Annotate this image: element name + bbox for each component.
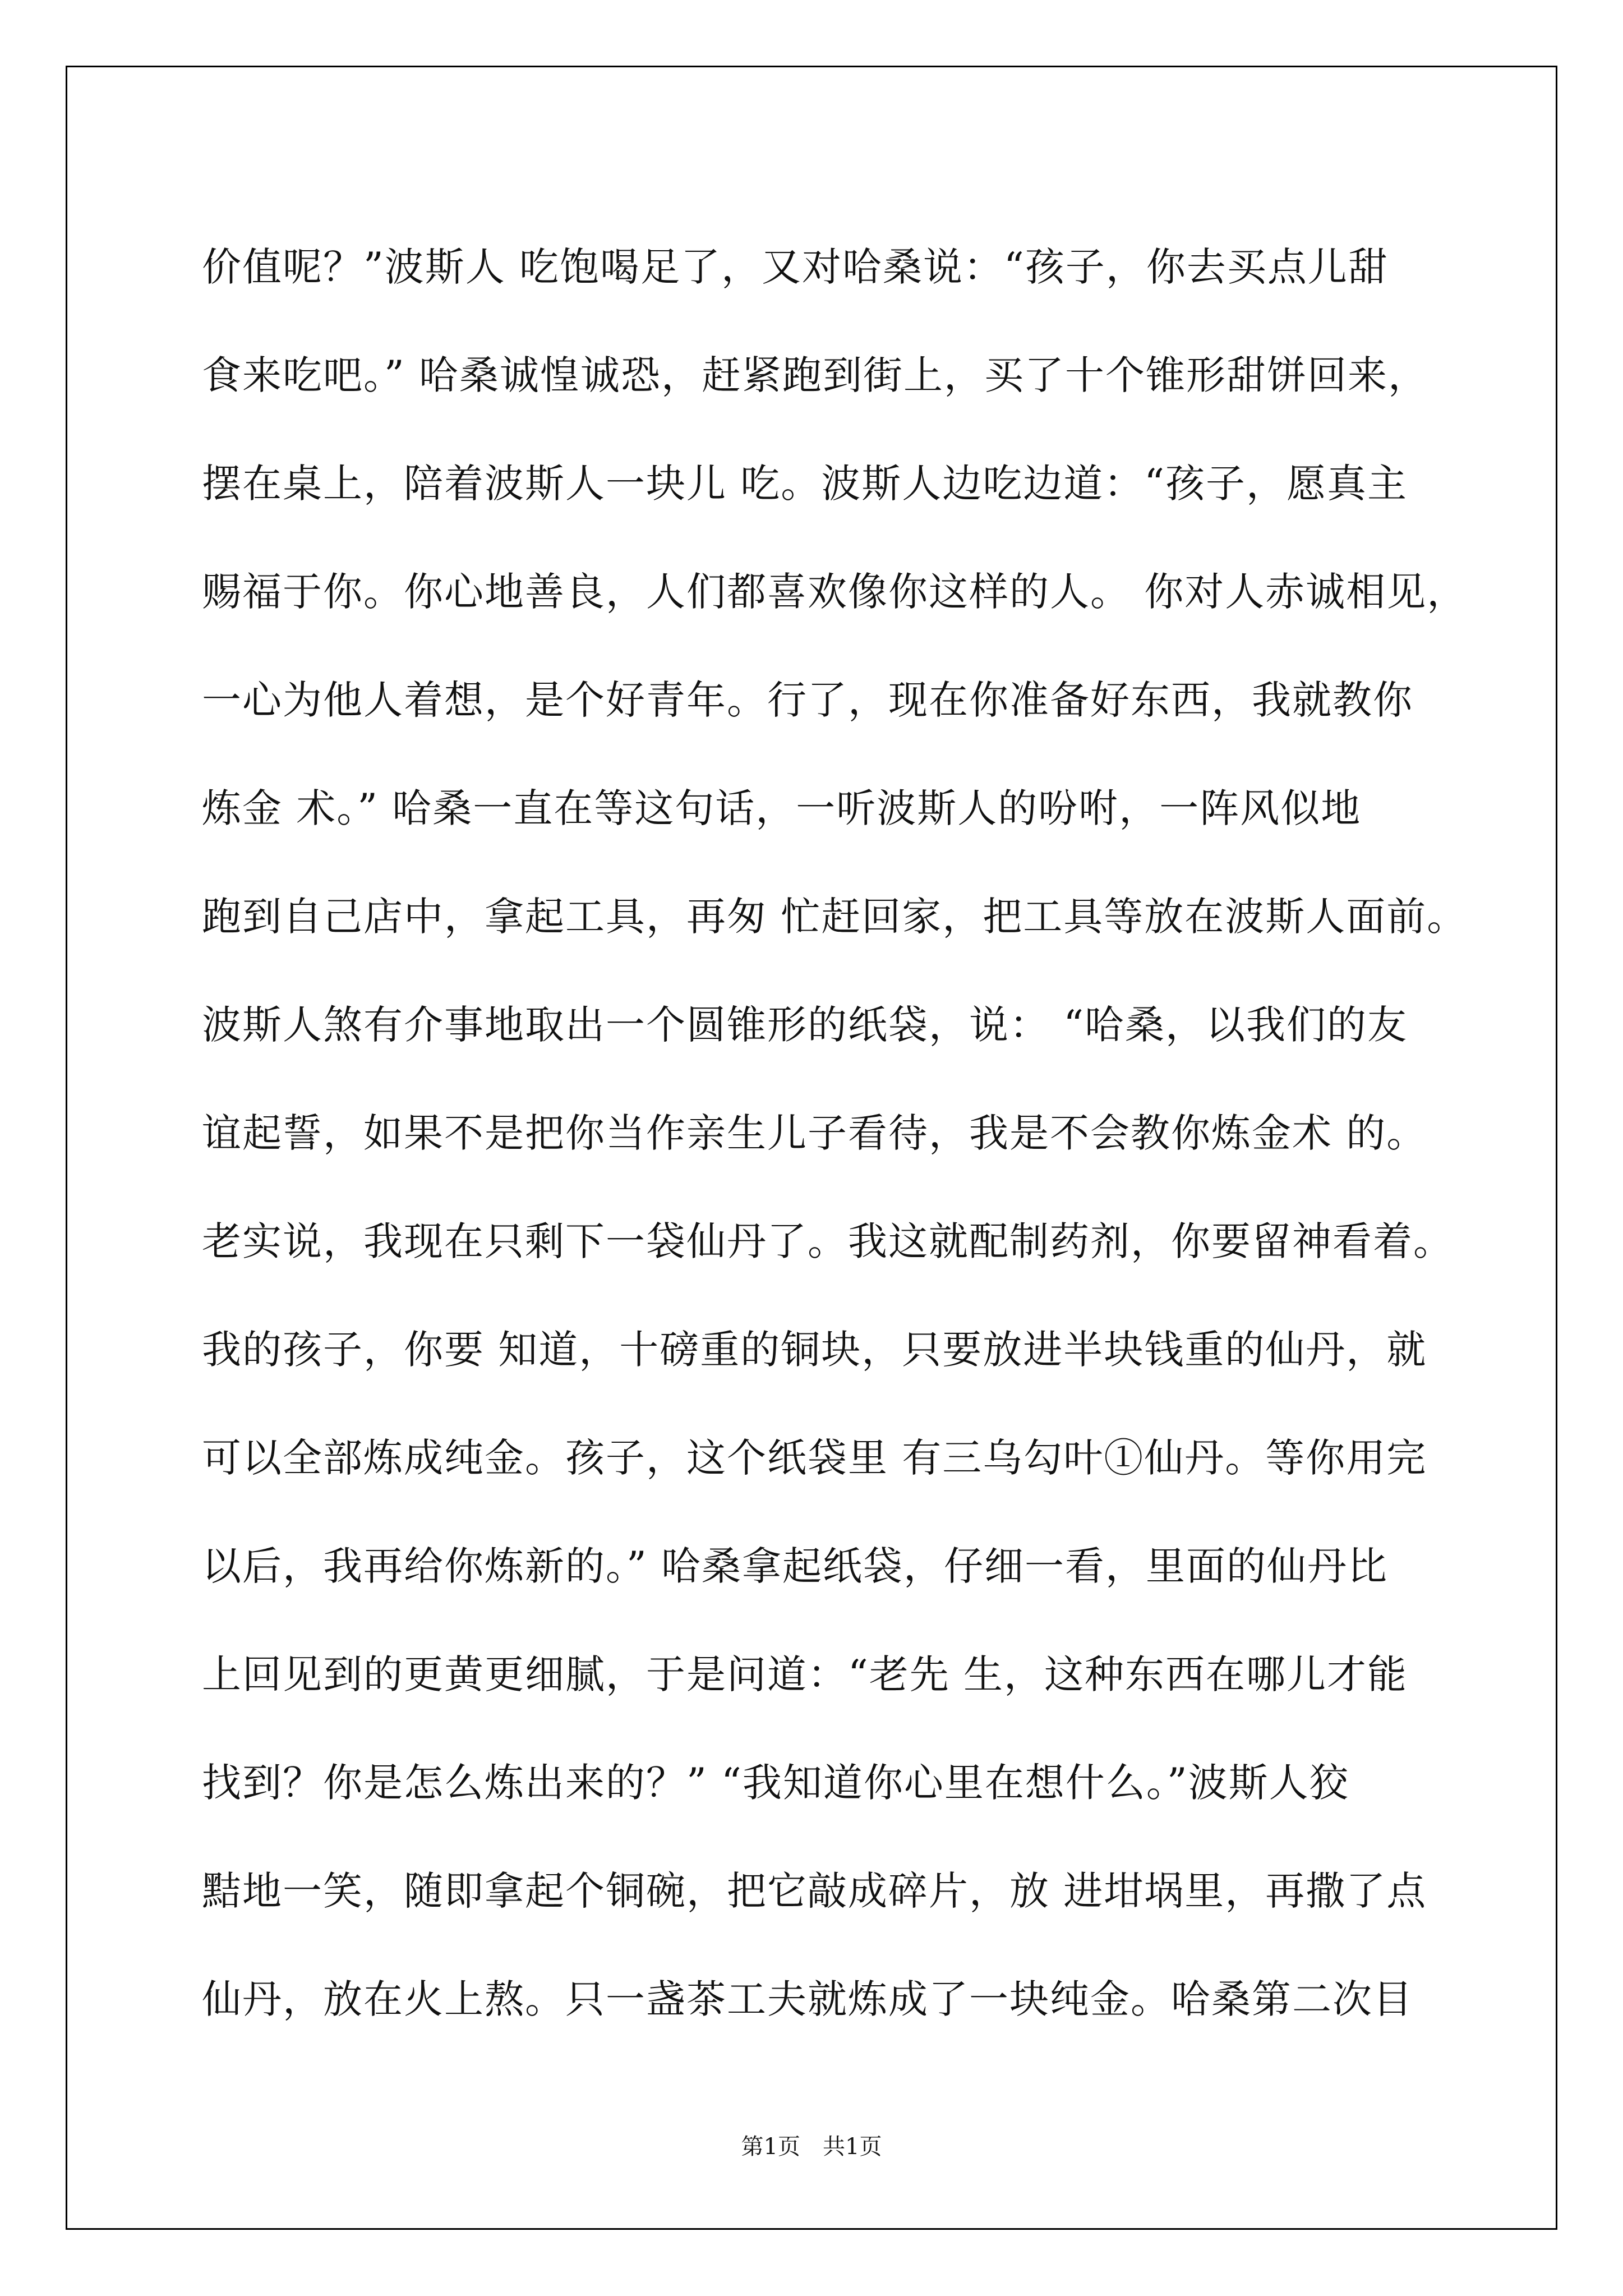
- page-number-footer: 第1页 共1页: [741, 2134, 882, 2160]
- text-line: 以后，我再给你炼新的。” 哈桑拿起纸袋，仔细一看，里面的仙丹比: [202, 1543, 1389, 1589]
- body-text: [202, 213, 1468, 2054]
- text-line: 价值呢？”波斯人 吃饱喝足了，又对哈桑说：“孩子，你去买点儿甜: [202, 244, 1389, 290]
- text-line: 可以全部炼成纯金。孩子，这个纸袋里 有三乌勾叶①仙丹。等你用完: [202, 1435, 1427, 1481]
- text-line: 跑到自己店中，拿起工具，再匆 忙赶回家，把工具等放在波斯人面前。: [202, 894, 1468, 940]
- text-line: 找到？你是怎么炼出来的？” “我知道你心里在想什么。”波斯人狡: [202, 1760, 1350, 1806]
- text-line: 食来吃吧。” 哈桑诚惶诚恐，赶紧跑到街上，买了十个锥形甜饼回来，: [202, 352, 1429, 398]
- text-line: 上回见到的更黄更细腻，于是问道：“老先 生，这种东西在哪儿才能: [202, 1651, 1408, 1697]
- text-line: 炼金 术。” 哈桑一直在等这句话，一听波斯人的吩咐，一阵风似地: [202, 785, 1362, 831]
- text-line: 摆在桌上，陪着波斯人一块儿 吃。波斯人边吃边道：“孩子，愿真主: [202, 461, 1408, 507]
- text-line: 赐福于你。你心地善良，人们都喜欢像你这样的人。 你对人赤诚相见，: [202, 569, 1468, 615]
- text-line: 一心为他人着想，是个好青年。行了，现在你准备好东西，我就教你: [202, 677, 1413, 723]
- text-line: 波斯人煞有介事地取出一个圆锥形的纸袋，说： “哈桑，以我们的友: [202, 1002, 1408, 1048]
- text-line: 谊起誓，如果不是把你当作亲生儿子看待，我是不会教你炼金术 的。: [202, 1110, 1427, 1156]
- text-line: 仙丹，放在火上熬。只一盏茶工夫就炼成了一块纯金。哈桑第二次目: [202, 1976, 1413, 2022]
- text-line: 老实说，我现在只剩下一袋仙丹了。我这就配制药剂，你要留神看着。: [202, 1218, 1454, 1264]
- text-line: 黠地一笑，随即拿起个铜碗，把它敲成碎片，放 进坩埚里，再撒了点: [202, 1868, 1427, 1914]
- text-line: 我的孩子，你要 知道，十磅重的铜块，只要放进半块钱重的仙丹，就: [202, 1327, 1427, 1373]
